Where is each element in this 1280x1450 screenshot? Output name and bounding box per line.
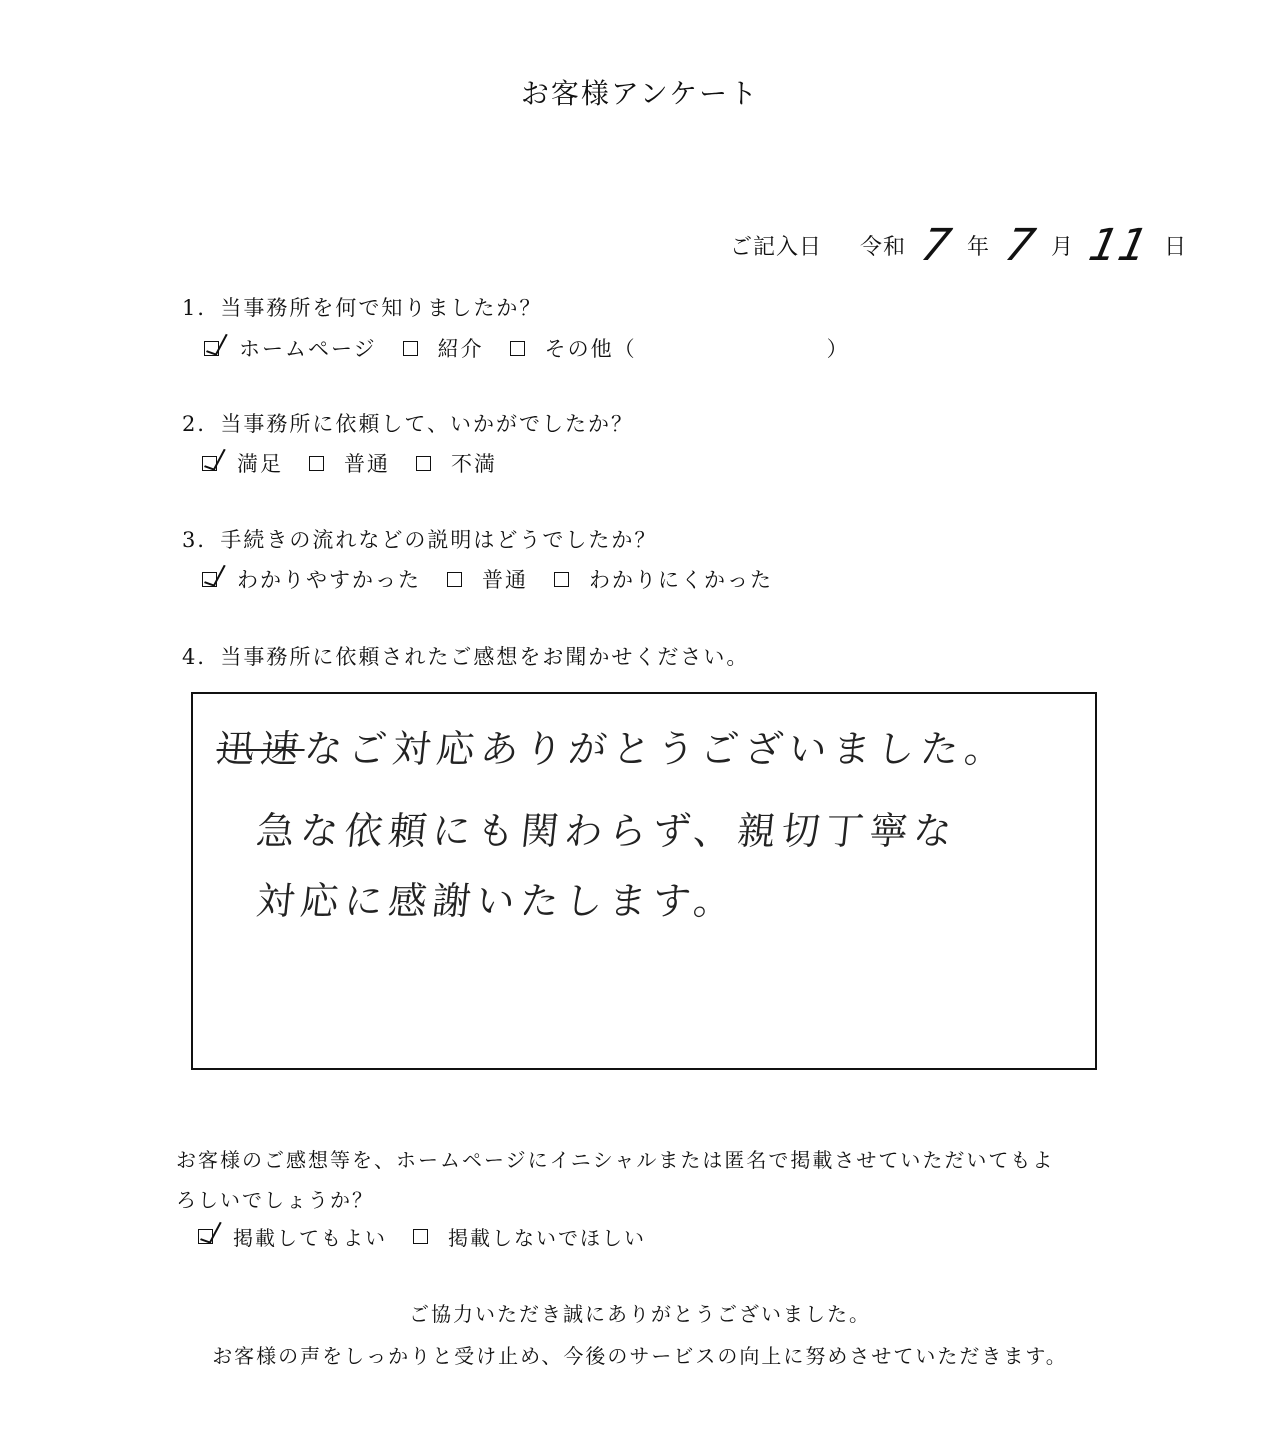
comment-line-2-text: 急な依頼にも関わらず、親切丁寧な: [254, 809, 960, 853]
question-1-text: 1．当事務所を何で知りましたか？: [182, 296, 543, 320]
checkbox[interactable]: [403, 341, 418, 356]
q1-option-referral[interactable]: [403, 333, 484, 363]
form-title: お客様アンケート: [520, 77, 760, 110]
checkbox[interactable]: [413, 1229, 428, 1244]
q2-option-dissatisfied-label: 不満: [451, 452, 497, 476]
q1-option-referral-label: 紹介: [437, 337, 484, 361]
question-2-text: 2．当事務所に依頼して、いかがでしたか？: [182, 412, 634, 436]
comment-box[interactable]: [191, 692, 1097, 1070]
checkbox[interactable]: [447, 572, 462, 587]
comment-line-1-text: なご対応ありがとうございました。: [302, 727, 1011, 771]
comment-line-3-text: 対応に感謝いたします。: [254, 879, 740, 923]
comment-line-2: [254, 800, 961, 855]
q2-option-dissatisfied[interactable]: [416, 448, 497, 478]
q3-option-clear[interactable]: [202, 564, 421, 594]
consent-option-allow-label: 掲載してもよい: [233, 1226, 387, 1250]
q2-option-satisfied-label: 満足: [237, 452, 283, 476]
comment-struck-text: 迅速: [214, 727, 307, 771]
date-month-unit: 月: [1051, 235, 1075, 260]
comment-line-1: [214, 718, 1012, 773]
date-day[interactable]: 11: [1084, 220, 1154, 271]
footer-thanks: ご協力いただき誠にありがとうございました。: [409, 1302, 871, 1326]
comment-line-3: [254, 870, 741, 925]
checkbox-checked[interactable]: [198, 1229, 213, 1244]
checkbox[interactable]: [510, 341, 525, 356]
date-day-unit: 日: [1164, 235, 1188, 260]
q3-option-unclear[interactable]: [554, 564, 773, 594]
q1-option-other[interactable]: [510, 333, 850, 363]
consent-question-line-2: ろしいでしょうか？: [176, 1188, 374, 1212]
q2-option-average[interactable]: [309, 448, 390, 478]
checkbox[interactable]: [554, 572, 569, 587]
question-3-text: 3．手続きの流れなどの説明はどうでしたか？: [182, 528, 658, 552]
q2-option-average-label: 普通: [344, 452, 390, 476]
date-label: ご記入日: [730, 235, 823, 260]
checkbox[interactable]: [309, 456, 324, 471]
q1-option-homepage-label: ホームページ: [239, 337, 377, 361]
q1-option-homepage[interactable]: [204, 333, 377, 363]
q3-option-average-label: 普通: [482, 568, 528, 592]
date-month[interactable]: 7: [1000, 220, 1041, 271]
q3-option-clear-label: わかりやすかった: [237, 568, 421, 592]
consent-question: [176, 1140, 1054, 1220]
date-era: 令和: [860, 235, 907, 260]
q2-option-satisfied[interactable]: [202, 448, 283, 478]
checkbox[interactable]: [416, 456, 431, 471]
q1-close-paren: ）: [826, 337, 850, 361]
date-year[interactable]: 7: [916, 220, 957, 271]
q3-option-unclear-label: わかりにくかった: [589, 568, 773, 592]
checkbox-checked[interactable]: [202, 456, 217, 471]
checkbox-checked[interactable]: [204, 341, 219, 356]
checkbox-checked[interactable]: [202, 572, 217, 587]
q3-option-average[interactable]: [447, 564, 528, 594]
question-3-options: [202, 564, 799, 594]
footer-message: お客様の声をしっかりと受け止め、今後のサービスの向上に努めさせていただきます。: [212, 1344, 1068, 1368]
consent-question-line-1: お客様のご感想等を、ホームページにイニシャルまたは匿名で掲載させていただいてもよ: [176, 1148, 1055, 1172]
question-4-text: 4．当事務所に依頼されたご感想をお聞かせください。: [182, 645, 750, 669]
consent-option-deny-label: 掲載しないでほしい: [448, 1226, 646, 1250]
q1-option-other-label: その他（: [544, 337, 637, 361]
question-1-options: [204, 333, 876, 363]
date-row: [730, 214, 1188, 271]
date-year-unit: 年: [967, 235, 991, 260]
consent-options: [198, 1222, 672, 1251]
question-2-options: [202, 448, 523, 478]
consent-option-deny[interactable]: [413, 1222, 646, 1251]
consent-option-allow[interactable]: [198, 1222, 387, 1251]
